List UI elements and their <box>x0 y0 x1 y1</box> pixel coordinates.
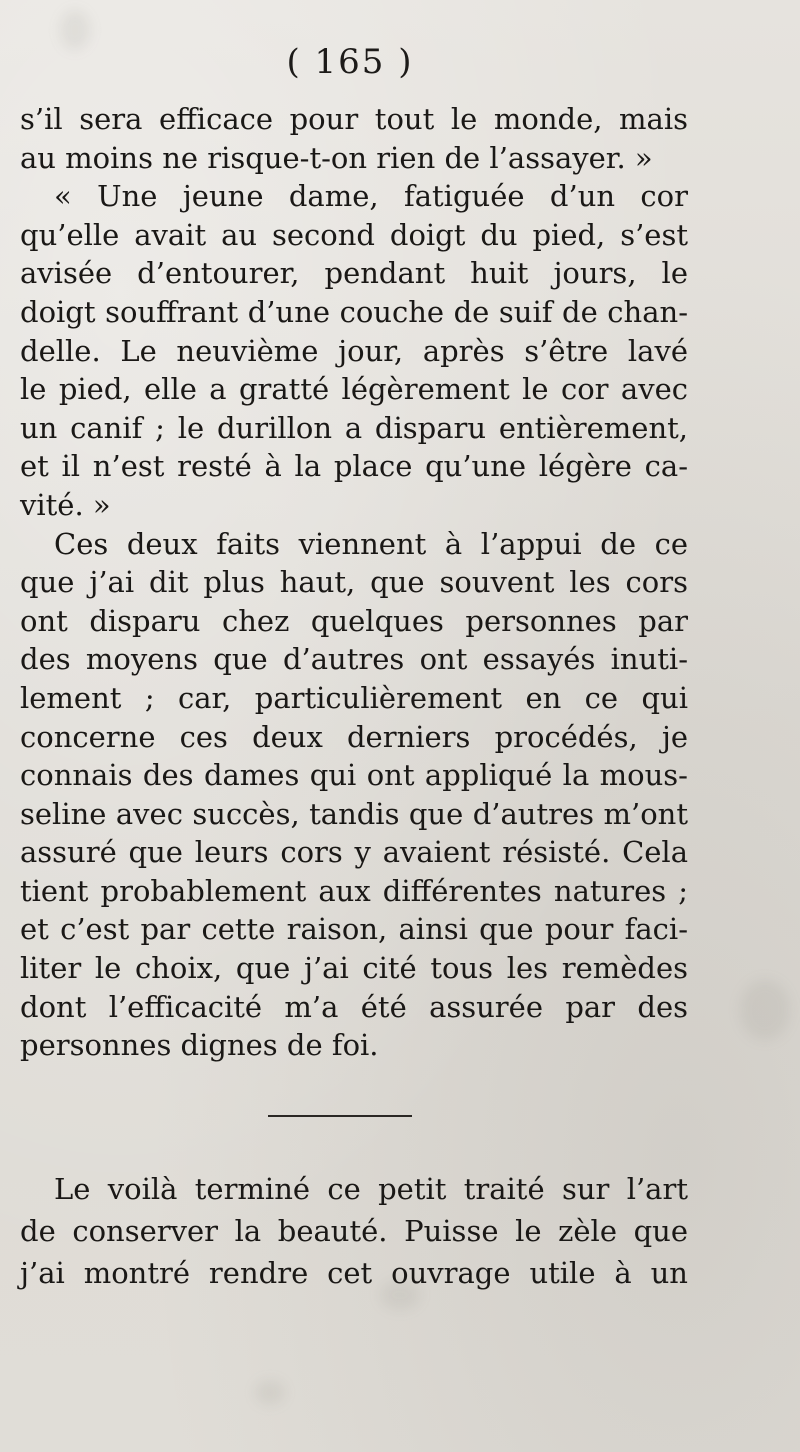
text-line: un canif ; le durillon a disparu entièrement, <box>20 410 688 445</box>
text-line: j’ai montré rendre cet ouvrage utile à un <box>20 1256 688 1290</box>
text-line: de conserver la beauté. Puisse le zèle que <box>20 1214 688 1248</box>
text-line: vité. » <box>20 487 111 522</box>
text-line: des moyens que d’autres ont essayés inuti- <box>20 642 688 677</box>
text-line: et c’est par cette raison, ainsi que pour faci- <box>20 912 688 947</box>
text-line: dont l’efficacité m’a été assurée par des <box>20 989 688 1024</box>
text-line: doigt souffrant d’une couche de suif de chan- <box>20 294 688 329</box>
text-line: que j’ai dit plus haut, que souvent les cors <box>20 565 688 600</box>
text-line: ont disparu chez quelques personnes par <box>20 603 688 638</box>
text-line: delle. Le neuvième jour, après s’être lavé <box>20 333 688 368</box>
text-line: personnes dignes de foi. <box>20 1028 379 1063</box>
text-line: connais des dames qui ont appliqué la mous- <box>20 758 688 793</box>
closing-text <box>20 1168 688 1294</box>
paper-stain <box>255 1380 285 1405</box>
text-line: concerne ces deux derniers procédés, je <box>20 719 688 754</box>
text-line: « Une jeune dame, fatiguée d’un cor <box>54 179 688 214</box>
text-line: lement ; car, particulièrement en ce qui <box>20 680 688 715</box>
page-number: ( 165 ) <box>286 42 414 82</box>
text-line: tient probablement aux différentes natures ; <box>20 873 688 908</box>
paper-stain <box>740 980 790 1040</box>
text-line: seline avec succès, tandis que d’autres m’ont <box>20 796 688 831</box>
text-line: Ces deux faits viennent à l’appui de ce <box>54 526 688 561</box>
body-text <box>20 100 688 1065</box>
text-line: avisée d’entourer, pendant huit jours, le <box>20 256 688 291</box>
text-line: et il n’est resté à la place qu’une légère ca- <box>20 449 688 484</box>
text-line: au moins ne risque-t-on rien de l’assayer. » <box>20 140 653 175</box>
text-line: assuré que leurs cors y avaient résisté. Cela <box>20 835 688 870</box>
section-divider <box>0 1110 800 1120</box>
text-line: le pied, elle a gratté légèrement le cor avec <box>20 372 688 407</box>
divider-rule <box>268 1115 412 1117</box>
text-line: Le voilà terminé ce petit traité sur l’art <box>54 1172 688 1206</box>
text-line: qu’elle avait au second doigt du pied, s’est <box>20 217 688 252</box>
text-line: s’il sera efficace pour tout le monde, mais <box>20 102 688 136</box>
text-line: liter le choix, que j’ai cité tous les remèdes <box>20 951 688 986</box>
